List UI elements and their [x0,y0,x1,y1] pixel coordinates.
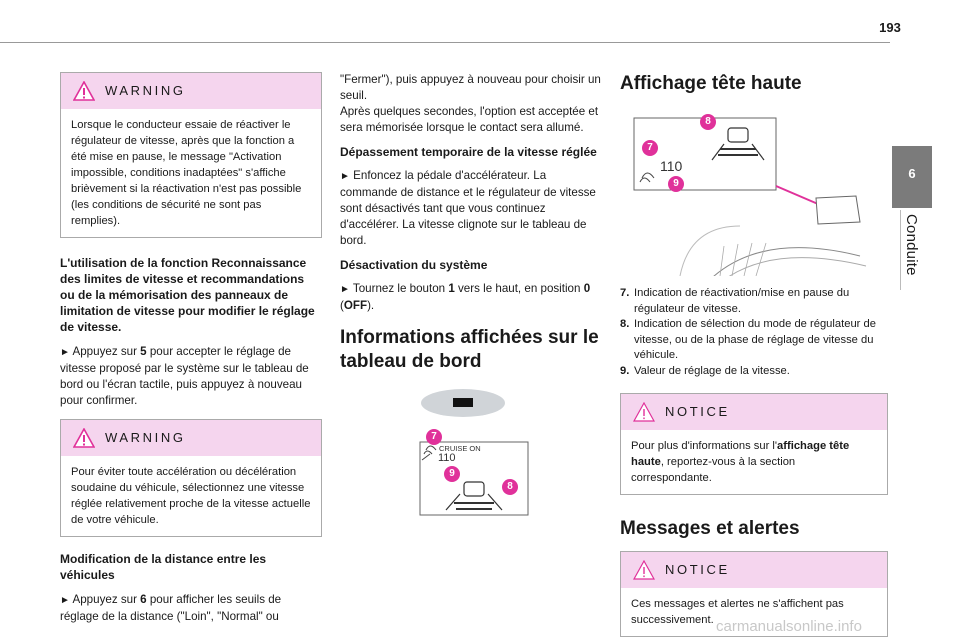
heading-deactivation: Désactivation du système [340,258,488,272]
warning-text: Lorsque le conducteur essaie de réactiver le régulateur de vitesse, après que la fonction a été mise en pause, le message "Activation impossible, conditions inadaptées" s'affiche brièvement si la réactivation n'est pas possible (les conditions de sécurité ne sont pas remplies). [71,119,302,227]
heading-speed-limit-recognition: L'utilisation de la fonction Reconnaissance des limites de vitesse et recommandations ou de la mémorisation des panneaux de limitation de vitesse pour modifier le réglage de vitesse. [60,256,315,334]
callout-7: 7 [426,429,442,445]
notice-label: NOTICE [665,404,730,419]
caption-list [620,286,888,379]
heading-dashboard-info: Informations affichées sur le tableau de bord [340,327,599,372]
heading-distance: Modification de la distance entre les véhicules [60,552,267,582]
column-2 [340,72,602,532]
callout-9: 9 [444,466,460,482]
text-span: pour afficher les seuils de réglage de la distance ("Loin", "Normal" ou [60,593,282,623]
text-span: Enfoncez la pédale d'accélérateur. La commande de distance et le régulateur de vitesse sont désactivés tant que vous continuez d'accélérer. La vitesse clignote sur le tableau de bord. [340,169,596,247]
warning-label: WARNING [105,430,186,445]
caption-text: Valeur de réglage de la vitesse. [634,364,790,377]
arrow-icon: ► [60,595,70,606]
notice-box-1 [620,393,888,495]
caption-number: 8. [620,318,630,330]
warning-icon [73,428,95,448]
text-span: ). [367,299,375,312]
column-1 [60,72,322,625]
notice-header [621,552,887,588]
footer-watermark: carmanualsonline.info [716,618,862,635]
section-divider [900,210,901,290]
hud-speed: 110 [660,158,683,174]
position-ref: 0 [583,282,591,295]
position-ref: OFF [343,299,368,312]
warning-icon [73,81,95,101]
warning-header [61,420,321,456]
text-span: ( [340,299,344,312]
callout-9: 9 [668,176,684,192]
warning-box-2 [60,419,322,537]
column-3 [620,72,888,637]
text-span: pour accepter le réglage de vitesse proposé par le système sur le tableau de bord ou l'écran tactile, puis appuyez à nouveau pour confirmer. [60,345,309,407]
text-span: Appuyez sur [72,345,141,358]
heading-hud: Affichage tête haute [620,73,802,94]
cluster-speed: 110 [438,452,456,464]
paragraph-distance-cont: "Fermer"), puis appuyez à nouveau pour choisir un seuil. [340,73,601,102]
top-rule [0,42,890,43]
caption-number: 7. [620,287,630,299]
notice-header [621,394,887,430]
arrow-icon: ► [60,347,70,358]
cluster-illustration [340,382,602,532]
instruction-distance [60,592,322,625]
caption-item [620,286,888,317]
instruction-override [340,168,602,249]
hud-illustration [620,106,888,276]
text-span: vers le haut, en position [454,282,584,295]
head-up-display-icon [620,106,888,276]
warning-text: Pour éviter toute accélération ou décélération soudaine du véhicule, sélectionnez une vitesse réglée relativement proche de la vitesse actuelle de votre véhicule. [71,466,311,526]
callout-7: 7 [642,140,658,156]
instrument-cluster-icon [340,382,602,532]
text-span: Pour plus d'informations sur l' [631,440,778,452]
page-number: 193 [879,20,901,35]
arrow-icon: ► [340,284,350,295]
heading-override: Dépassement temporaire de la vitesse réglée [340,145,597,159]
section-title: Conduite [903,214,920,276]
notice-label: NOTICE [665,562,730,577]
section-number: 6 [908,166,916,181]
caption-item [620,364,888,380]
callout-8: 8 [700,114,716,130]
arrow-icon: ► [340,171,350,182]
notice-icon [633,560,655,580]
instruction-accept-speed [60,344,322,409]
text-span: Appuyez sur [72,593,141,606]
text-span: , reportez-vous à la section correspondante. [631,456,796,484]
heading-messages: Messages et alertes [620,518,800,539]
caption-text: Indication de réactivation/mise en pause du régulateur de vitesse. [634,287,850,315]
button-ref: 6 [140,593,147,606]
warning-label: WARNING [105,83,186,98]
warning-header [61,73,321,109]
warning-box-1 [60,72,322,238]
button-ref: 1 [448,282,455,295]
text-span: Tournez le bouton [352,282,449,295]
text-bold: affichage tête haute [631,440,850,468]
cruise-on-label: CRUISE ON [439,444,481,453]
caption-text: Indication de sélection du mode de régulateur de vitesse, ou de la phase de réglage de vitesse du véhicule. [634,318,876,361]
button-ref: 5 [140,345,147,358]
caption-item [620,317,888,364]
notice-icon [633,402,655,422]
instruction-deactivation [340,281,602,314]
callout-8: 8 [502,479,518,495]
notice-text: Ces messages et alertes ne s'affichent pas successivement. [631,598,844,626]
caption-number: 9. [620,364,630,377]
paragraph-distance-memo: Après quelques secondes, l'option est acceptée et sera mémorisée lorsque le contact sera allumé. [340,105,599,134]
notice-text [621,430,887,486]
